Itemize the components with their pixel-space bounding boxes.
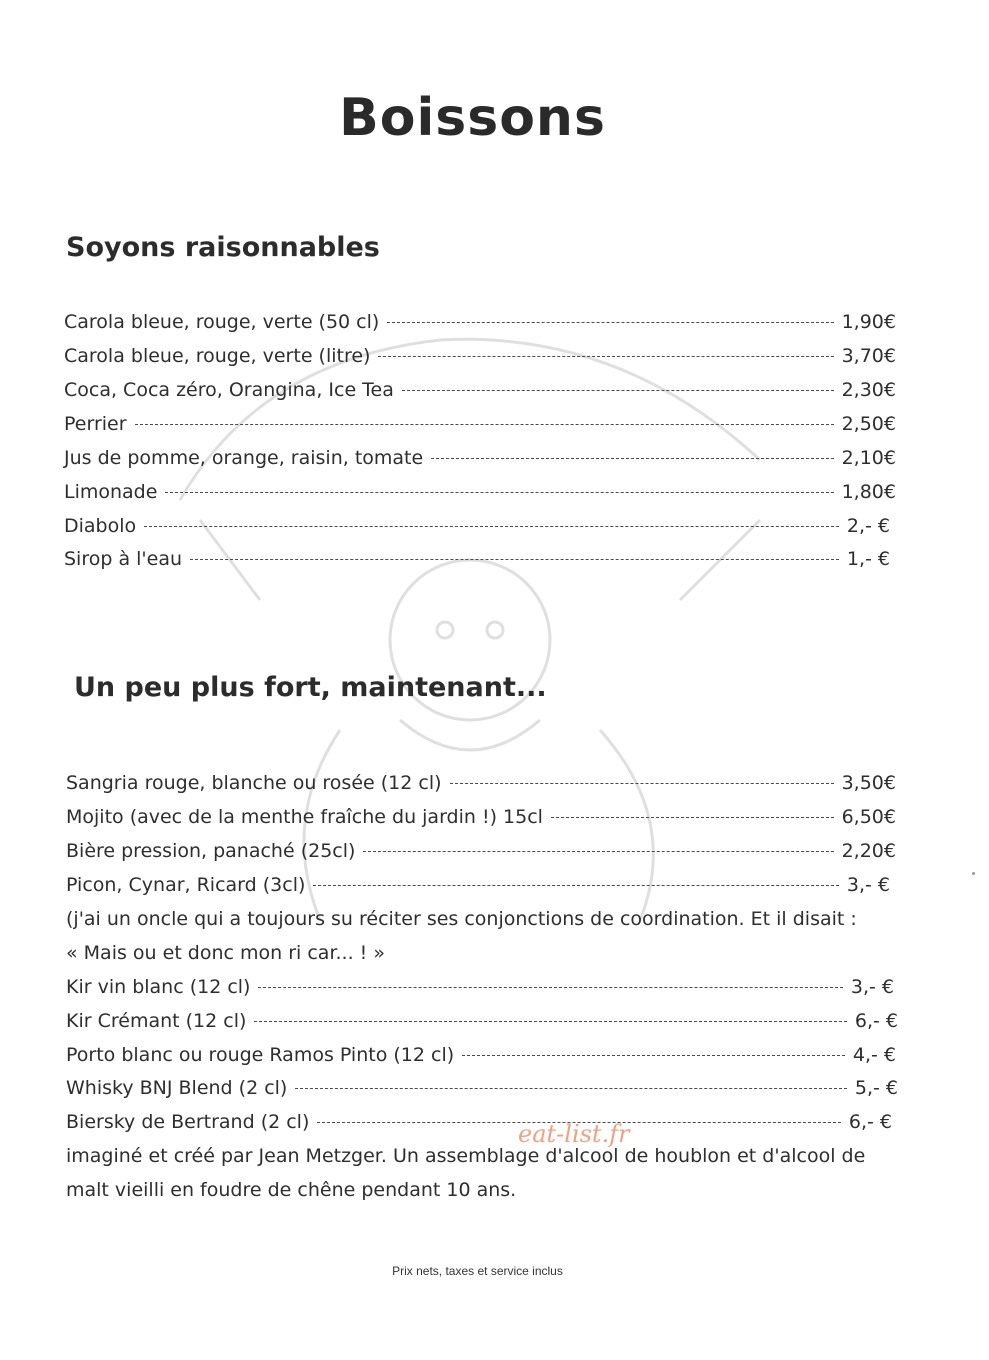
item-price: 1,90€: [841, 311, 896, 333]
item-name: Porto blanc ou rouge Ramos Pinto (12 cl): [66, 1044, 455, 1066]
page-title: Boissons: [339, 88, 606, 148]
dotted-leader: [462, 1055, 845, 1056]
scan-speck: [972, 872, 975, 875]
dotted-leader: [313, 885, 838, 886]
note-line: imaginé et créé par Jean Metzger. Un assemblage d'alcool de houblon et d'alcool de: [66, 1145, 866, 1167]
item-name: Kir Crémant (12 cl): [66, 1010, 247, 1032]
menu-item: [64, 311, 896, 341]
menu-item: [66, 1111, 892, 1141]
menu-item: [64, 548, 890, 578]
item-price: 3,- €: [850, 976, 894, 998]
dotted-leader: [295, 1088, 847, 1089]
dotted-leader: [450, 783, 834, 784]
item-price: 6,- €: [848, 1111, 892, 1133]
item-name: Biersky de Bertrand (2 cl): [66, 1111, 310, 1133]
item-name: Bière pression, panaché (25cl): [66, 840, 356, 862]
item-price: 2,30€: [841, 379, 896, 401]
dotted-leader: [378, 356, 833, 357]
item-price: 6,50€: [841, 806, 896, 828]
menu-item: [64, 447, 896, 477]
item-price: 4,- €: [852, 1044, 896, 1066]
item-name: Jus de pomme, orange, raisin, tomate: [64, 447, 424, 469]
item-name: Sangria rouge, blanche ou rosée (12 cl): [66, 772, 442, 794]
menu-item: [66, 1044, 896, 1074]
item-name: Diabolo: [64, 515, 137, 537]
note-line: (j'ai un oncle qui a toujours su réciter ses conjonctions de coordination. Et il disait :: [66, 908, 857, 930]
menu-item: [66, 1010, 898, 1040]
item-price: 1,- €: [846, 548, 890, 570]
item-name: Whisky BNJ Blend (2 cl): [66, 1077, 288, 1099]
menu-item: [64, 515, 890, 545]
item-name: Coca, Coca zéro, Orangina, Ice Tea: [64, 379, 394, 401]
item-price: 3,50€: [841, 772, 896, 794]
item-price: 2,- €: [846, 515, 890, 537]
item-name: Carola bleue, rouge, verte (litre): [64, 345, 371, 367]
section-title-alcohol: Un peu plus fort, maintenant...: [74, 672, 547, 703]
note-line: « Mais ou et donc mon ri car... ! »: [66, 942, 385, 964]
note-line: malt vieilli en foudre de chêne pendant 10 ans.: [66, 1179, 517, 1201]
item-name: Picon, Cynar, Ricard (3cl): [66, 874, 306, 896]
site-watermark: eat-list.fr: [518, 1120, 630, 1148]
item-name: Perrier: [64, 413, 127, 435]
item-name: Limonade: [64, 481, 158, 503]
dotted-leader: [135, 424, 834, 425]
dotted-leader: [363, 851, 833, 852]
menu-item: [66, 874, 890, 904]
item-price: 5,- €: [854, 1077, 898, 1099]
dotted-leader: [165, 492, 833, 493]
dotted-leader: [258, 987, 842, 988]
item-price: 2,50€: [841, 413, 896, 435]
item-name: Carola bleue, rouge, verte (50 cl): [64, 311, 380, 333]
item-price: 2,20€: [841, 840, 896, 862]
item-name: Kir vin blanc (12 cl): [66, 976, 251, 998]
section-title-soft-drinks: Soyons raisonnables: [66, 232, 380, 263]
dotted-leader: [551, 817, 834, 818]
dotted-leader: [190, 559, 839, 560]
dotted-leader: [402, 390, 834, 391]
item-price: 6,- €: [854, 1010, 898, 1032]
menu-item: [66, 976, 894, 1006]
menu-item: [66, 806, 896, 836]
menu-item: [64, 379, 896, 409]
dotted-leader: [254, 1021, 846, 1022]
footer-note: Prix nets, taxes et service inclus: [392, 1264, 563, 1278]
item-price: 1,80€: [841, 481, 896, 503]
dotted-leader: [144, 526, 839, 527]
menu-item: [66, 772, 896, 802]
item-price: 3,70€: [841, 345, 896, 367]
dotted-leader: [387, 322, 833, 323]
menu-item: [64, 413, 896, 443]
item-name: Mojito (avec de la menthe fraîche du jardin !) 15cl: [66, 806, 543, 828]
item-name: Sirop à l'eau: [64, 548, 183, 570]
menu-item: [64, 345, 896, 375]
item-price: 3,- €: [846, 874, 890, 896]
menu-item: [66, 840, 896, 870]
menu-item: [64, 481, 896, 511]
dotted-leader: [431, 458, 833, 459]
item-price: 2,10€: [841, 447, 896, 469]
menu-item: [66, 1077, 898, 1107]
